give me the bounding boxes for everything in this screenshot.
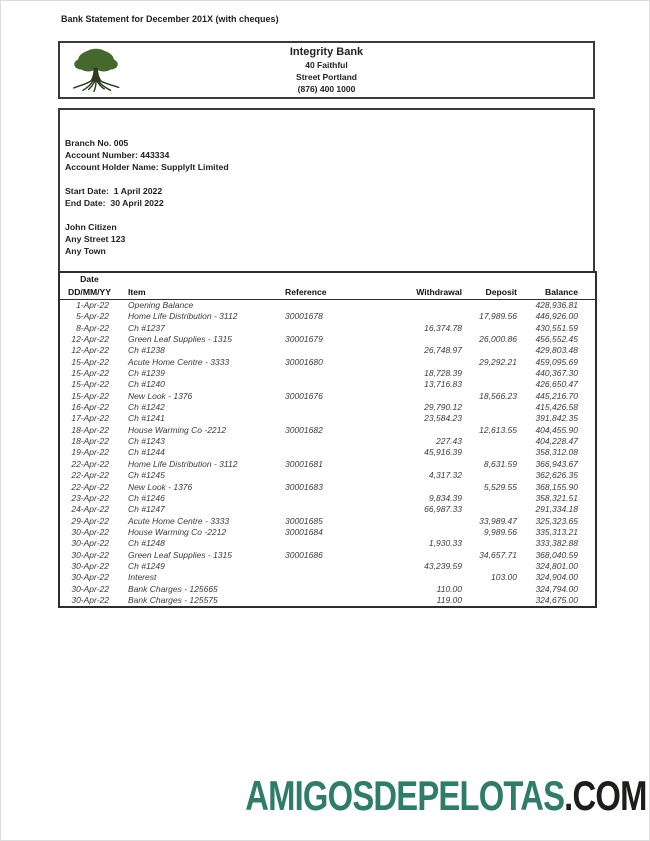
cell-deposit: 18,566.23 (479, 390, 517, 401)
cell-item: Ch #1240 (128, 379, 165, 390)
cell-balance: 415,426.58 (535, 402, 578, 413)
table-row (59, 447, 596, 458)
table-row (59, 584, 596, 595)
cell-item: Opening Balance (128, 300, 194, 310)
cell-withdrawal: 18,728.39 (424, 368, 462, 379)
cell-reference (285, 561, 397, 572)
page-title: Bank Statement for December 201X (with cheques) (61, 14, 279, 24)
table-row (59, 595, 596, 607)
cell-withdrawal: 9,834.39 (428, 492, 462, 503)
cell-withdrawal (397, 482, 462, 493)
cell-balance: 368,155.90 (535, 481, 578, 492)
cell-reference: 30001682 (285, 424, 323, 435)
cell-reference: 30001684 (285, 526, 323, 537)
cell-deposit (462, 413, 517, 424)
cell-reference (285, 572, 397, 583)
cell-reference (285, 447, 397, 458)
cell-item: Ch #1241 (128, 413, 165, 424)
header-balance: Balance (517, 286, 596, 300)
cell-reference (285, 323, 397, 334)
header-withdrawal: Withdrawal (397, 286, 462, 300)
cell-withdrawal: 16,374.78 (424, 322, 462, 333)
cell-deposit (462, 345, 517, 356)
cell-deposit (462, 300, 517, 312)
cell-balance: 429,803.48 (535, 345, 578, 356)
cell-item: Ch #1242 (128, 402, 165, 413)
cell-deposit (462, 402, 517, 413)
watermark-tld: .COM (564, 772, 647, 819)
cell-reference: 30001678 (285, 311, 323, 322)
cell-deposit (462, 493, 517, 504)
cell-withdrawal: 43,239.59 (424, 560, 462, 571)
cell-deposit: 8,631.59 (483, 458, 517, 469)
recipient-name: John Citizen (65, 222, 117, 232)
cell-reference (285, 368, 397, 379)
cell-date: 30-Apr-22 (71, 560, 109, 571)
cell-date: 22-Apr-22 (71, 481, 109, 492)
bank-address-line2: Street Portland (296, 72, 357, 82)
cell-reference: 30001681 (285, 458, 323, 469)
cell-balance: 404,228.47 (535, 436, 578, 447)
cell-item: House Warming Co -2212 (128, 424, 227, 435)
table-row (59, 538, 596, 549)
cell-withdrawal (397, 334, 462, 345)
cell-reference (285, 470, 397, 481)
cell-date: 17-Apr-22 (71, 413, 109, 424)
cell-balance: 324,675.00 (535, 594, 578, 605)
cell-item: Bank Charges - 125665 (128, 583, 218, 594)
cell-balance: 430,551.59 (535, 322, 578, 333)
cell-date: 30-Apr-22 (71, 594, 109, 605)
cell-withdrawal: 26,748.97 (424, 345, 462, 356)
cell-deposit: 33,989.47 (479, 515, 517, 526)
cell-deposit: 29,292.21 (479, 356, 517, 367)
start-date: Start Date: 1 April 2022 (65, 186, 163, 196)
cell-item: Ch #1248 (128, 538, 165, 549)
table-row (59, 572, 596, 583)
cell-item: Bank Charges - 125575 (128, 594, 218, 605)
cell-date: 5-Apr-22 (76, 311, 109, 322)
cell-item: House Warming Co -2212 (128, 526, 227, 537)
cell-date: 18-Apr-22 (71, 424, 109, 435)
cell-item: Ch #1246 (128, 492, 165, 503)
cell-reference (285, 300, 397, 312)
table-row (59, 459, 596, 470)
cell-item: Ch #1238 (128, 345, 165, 356)
cell-deposit (462, 584, 517, 595)
cell-item: Acute Home Centre - 3333 (128, 356, 230, 367)
table-row (59, 368, 596, 379)
table-row (59, 413, 596, 424)
cell-withdrawal (397, 300, 462, 312)
cell-withdrawal (397, 516, 462, 527)
cell-withdrawal (397, 357, 462, 368)
bank-header-box (58, 41, 595, 99)
cell-date: 22-Apr-22 (71, 470, 109, 481)
cell-date: 15-Apr-22 (71, 368, 109, 379)
cell-reference: 30001676 (285, 390, 323, 401)
cell-deposit: 12,613.55 (479, 424, 517, 435)
watermark (246, 772, 647, 820)
cell-date: 16-Apr-22 (71, 402, 109, 413)
table-row (59, 334, 596, 345)
cell-date: 8-Apr-22 (76, 322, 109, 333)
cell-withdrawal (397, 425, 462, 436)
cell-balance: 291,334.18 (535, 504, 578, 515)
cell-date: 29-Apr-22 (71, 515, 109, 526)
cell-reference (285, 379, 397, 390)
cell-date: 15-Apr-22 (71, 379, 109, 390)
table-header-row-2 (59, 286, 596, 300)
cell-withdrawal (397, 572, 462, 583)
cell-withdrawal: 29,790.12 (424, 402, 462, 413)
cell-item: Green Leaf Supplies - 1315 (128, 549, 232, 560)
cell-deposit: 103.00 (491, 572, 517, 583)
cell-item: Ch #1237 (128, 322, 165, 333)
cell-balance: 324,904.00 (535, 572, 578, 583)
cell-balance: 325,323.65 (535, 515, 578, 526)
cell-date: 24-Apr-22 (71, 504, 109, 515)
cell-balance: 446,926.00 (535, 311, 578, 322)
cell-reference (285, 538, 397, 549)
table-row (59, 493, 596, 504)
cell-balance: 456,552.45 (535, 334, 578, 345)
cell-balance: 358,312.08 (535, 447, 578, 458)
table-row (59, 527, 596, 538)
cell-balance: 368,040.59 (535, 549, 578, 560)
cell-item: Home Life Distribution - 3112 (128, 458, 238, 469)
cell-deposit: 26,000.86 (479, 334, 517, 345)
cell-balance: 324,801.00 (535, 560, 578, 571)
cell-balance: 428,936.81 (535, 300, 578, 310)
cell-balance: 426,650.47 (535, 379, 578, 390)
cell-reference (285, 504, 397, 515)
cell-deposit (462, 447, 517, 458)
cell-item: Home Life Distribution - 3112 (128, 311, 238, 322)
cell-withdrawal (397, 311, 462, 322)
cell-date: 30-Apr-22 (71, 549, 109, 560)
cell-reference: 30001686 (285, 549, 323, 560)
cell-item: Interest (128, 572, 157, 583)
table-row (59, 470, 596, 481)
cell-withdrawal: 4,317.32 (428, 470, 462, 481)
cell-withdrawal (397, 459, 462, 470)
header-date-line2: DD/MM/YY (59, 286, 119, 300)
transactions-table-wrap (58, 271, 595, 608)
cell-date: 30-Apr-22 (71, 526, 109, 537)
cell-date: 12-Apr-22 (71, 334, 109, 345)
branch-number: Branch No. 005 (65, 138, 129, 148)
cell-reference (285, 413, 397, 424)
cell-deposit (462, 436, 517, 447)
cell-item: Acute Home Centre - 3333 (128, 515, 230, 526)
cell-balance: 366,943.67 (535, 458, 578, 469)
cell-deposit (462, 379, 517, 390)
cell-balance: 324,794.00 (535, 583, 578, 594)
cell-item: Ch #1249 (128, 560, 165, 571)
cell-reference (285, 584, 397, 595)
table-row (59, 550, 596, 561)
cell-withdrawal: 23,584.23 (424, 413, 462, 424)
cell-withdrawal: 110.00 (436, 583, 462, 594)
cell-item: Ch #1244 (128, 447, 165, 458)
table-row (59, 436, 596, 447)
cell-balance: 459,095.69 (535, 356, 578, 367)
cell-balance: 445,216.70 (535, 390, 578, 401)
cell-item: Green Leaf Supplies - 1315 (128, 334, 232, 345)
transactions-table-body (59, 300, 596, 608)
cell-deposit (462, 538, 517, 549)
account-number: Account Number: 443334 (65, 150, 170, 160)
cell-reference (285, 595, 397, 607)
table-row (59, 300, 596, 312)
cell-deposit (462, 595, 517, 607)
header-reference: Reference (285, 286, 397, 300)
cell-withdrawal: 227.43 (436, 436, 462, 447)
cell-deposit (462, 470, 517, 481)
bank-address-line1: 40 Faithful (305, 60, 348, 70)
cell-withdrawal (397, 550, 462, 561)
transactions-table (58, 271, 597, 608)
cell-item: New Look - 1376 (128, 481, 193, 492)
table-row (59, 357, 596, 368)
cell-date: 19-Apr-22 (71, 447, 109, 458)
table-row (59, 402, 596, 413)
table-row (59, 516, 596, 527)
cell-date: 30-Apr-22 (71, 583, 109, 594)
recipient-town: Any Town (65, 246, 106, 256)
cell-deposit (462, 561, 517, 572)
cell-balance: 440,367.30 (535, 368, 578, 379)
cell-reference: 30001679 (285, 334, 323, 345)
cell-withdrawal (397, 527, 462, 538)
cell-reference (285, 436, 397, 447)
cell-reference (285, 345, 397, 356)
cell-deposit: 34,657.71 (479, 549, 517, 560)
cell-withdrawal: 45,916.39 (424, 447, 462, 458)
cell-balance: 362,626.35 (535, 470, 578, 481)
cell-withdrawal: 13,716.83 (424, 379, 462, 390)
table-row (59, 391, 596, 402)
cell-deposit (462, 504, 517, 515)
table-row (59, 482, 596, 493)
cell-withdrawal: 119.00 (436, 594, 462, 605)
table-row (59, 323, 596, 334)
cell-deposit (462, 323, 517, 334)
table-row (59, 504, 596, 515)
cell-withdrawal: 66,987.33 (424, 504, 462, 515)
cell-date: 12-Apr-22 (71, 345, 109, 356)
cell-deposit (462, 368, 517, 379)
cell-withdrawal (397, 391, 462, 402)
cell-withdrawal: 1,930.33 (428, 538, 462, 549)
cell-reference (285, 493, 397, 504)
account-info-box (58, 108, 595, 271)
cell-date: 30-Apr-22 (71, 572, 109, 583)
cell-reference: 30001683 (285, 481, 323, 492)
cell-reference (285, 402, 397, 413)
bank-phone: (876) 400 1000 (297, 84, 356, 94)
cell-reference: 30001685 (285, 515, 323, 526)
cell-date: 18-Apr-22 (71, 436, 109, 447)
header-item: Item (119, 286, 285, 300)
cell-date: 30-Apr-22 (71, 538, 109, 549)
table-row (59, 425, 596, 436)
cell-balance: 335,313.21 (535, 526, 578, 537)
cell-deposit: 17,989.56 (479, 311, 517, 322)
cell-item: Ch #1239 (128, 368, 165, 379)
cell-balance: 391,842.35 (535, 413, 578, 424)
cell-item: Ch #1243 (128, 436, 165, 447)
account-holder-name: Account Holder Name: SupplyIt Limited (65, 162, 229, 172)
cell-date: 15-Apr-22 (71, 356, 109, 367)
table-row (59, 345, 596, 356)
table-row (59, 311, 596, 322)
cell-balance: 333,382.88 (535, 538, 578, 549)
cell-date: 23-Apr-22 (71, 492, 109, 503)
cell-date: 1-Apr-22 (76, 300, 109, 310)
cell-item: Ch #1247 (128, 504, 165, 515)
cell-item: Ch #1245 (128, 470, 165, 481)
bank-header-text (60, 46, 593, 95)
cell-balance: 358,321.51 (535, 492, 578, 503)
cell-balance: 404,455.90 (535, 424, 578, 435)
cell-item: New Look - 1376 (128, 390, 193, 401)
end-date: End Date: 30 April 2022 (65, 198, 164, 208)
table-header-row-1 (59, 272, 596, 286)
cell-date: 22-Apr-22 (71, 458, 109, 469)
recipient-street: Any Street 123 (65, 234, 126, 244)
header-date-line1: Date (80, 274, 99, 284)
cell-deposit: 5,529.55 (483, 481, 517, 492)
cell-date: 15-Apr-22 (71, 390, 109, 401)
table-row (59, 379, 596, 390)
watermark-site-name: AMIGOSDEPELOTAS (245, 772, 565, 819)
table-row (59, 561, 596, 572)
header-deposit: Deposit (462, 286, 517, 300)
cell-reference: 30001680 (285, 356, 323, 367)
bank-name: Integrity Bank (289, 46, 364, 58)
cell-deposit: 9,989.56 (483, 526, 517, 537)
